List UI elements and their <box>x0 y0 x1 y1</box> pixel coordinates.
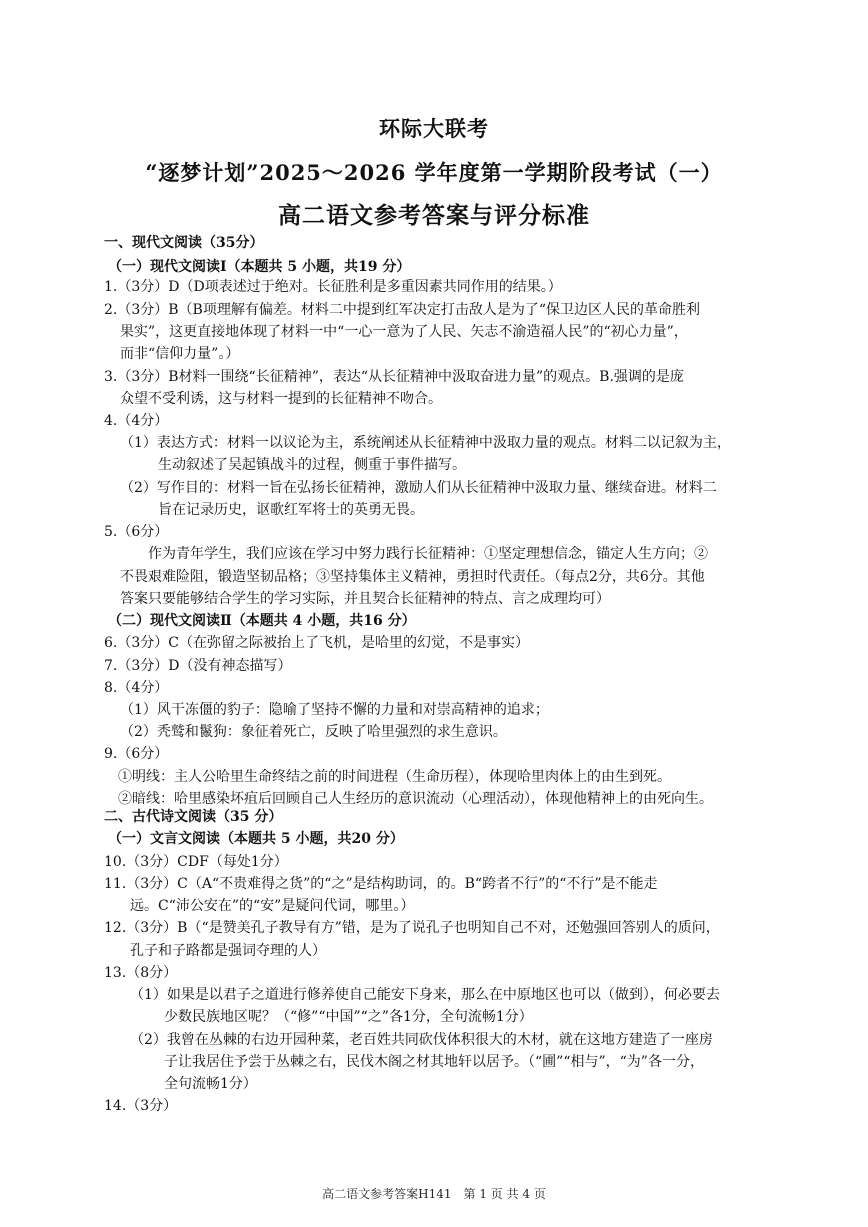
answer-line: 少数民族地区呢？（“修”“中国”“之”各1分，全句流畅1分） <box>164 1009 533 1025</box>
answer-line: 7.（3分）D（没有神态描写） <box>104 658 292 674</box>
subsection-heading: （一）现代文阅读Ⅰ（本题共 5 小题，共19 分） <box>108 259 411 275</box>
answer-line: 10.（3分）CDF（每处1分） <box>104 854 288 870</box>
answer-line: 8.（4分） <box>104 680 169 696</box>
answer-line: 生动叙述了吴起镇战斗的过程，侧重于事件描写。 <box>158 457 466 473</box>
answer-line: 13.（8分） <box>104 965 178 981</box>
answer-line: 众望不受利诱，这与材料一提到的长征精神不吻合。 <box>120 391 442 407</box>
document-title: 高二语文参考答案与评分标准 <box>278 202 590 229</box>
answer-line: 11.（3分）C（A“不贵难得之货”的“之”是结构助词，的。B“跨者不行”的“不行”是不能走 <box>104 876 658 892</box>
answer-line: （1）风干冻僵的豹子：隐喻了坚持不懈的力量和对崇高精神的追求； <box>120 702 549 718</box>
answer-line: ①明线：主人公哈里生命终结之前的时间进程（生命历程），体现哈里肉体上的由生到死。 <box>118 769 671 785</box>
exam-title: “逐梦计划”2025～2026 学年度第一学期阶段考试（一） <box>145 160 723 185</box>
answer-line: 1.（3分）D（D项表述过于绝对。长征胜利是多重因素共同作用的结果。） <box>104 279 562 295</box>
answer-line: 果实”，这更直接地体现了材料一中“一心一意为了人民、矢志不渝造福人民”的“初心力量”， <box>120 324 688 340</box>
answer-line: 旨在记录历史，讴歌红军将士的英勇无畏。 <box>158 502 424 518</box>
answer-line: 孔子和子路都是强词夺理的人） <box>130 943 326 959</box>
answer-line: （1）如果是以君子之道进行修养使自己能安下身来，那么在中原地区也可以（做到），何必要去 <box>130 987 720 1003</box>
answer-line: 9.（6分） <box>104 746 169 762</box>
answer-line: 2.（3分）B（B项理解有偏差。材料二中提到红军决定打击敌人是为了“保卫边区人民的革命胜利 <box>104 302 700 318</box>
answer-line: （2）秃鹫和鬣狗：象征着死亡，反映了哈里强烈的求生意识。 <box>120 724 507 740</box>
section-heading: 二、古代诗文阅读（35 分） <box>104 809 283 825</box>
answer-line: 远。C“沛公安在”的“安”是疑问代词，哪里。） <box>130 898 415 914</box>
answer-line: 5.（6分） <box>104 524 169 540</box>
answer-line: 14.（3分） <box>104 1098 178 1114</box>
section-heading: 一、现代文阅读（35分） <box>104 235 264 251</box>
answer-line: 作为青年学生，我们应该在学习中努力践行长征精神：①坚定理想信念，锚定人生方向；② <box>148 546 708 562</box>
answer-line: （2）我曾在丛棘的右边开园种菜，老百姓共同砍伐体积很大的木材，就在这地方建造了一座房 <box>130 1032 713 1048</box>
answer-line: 子让我居住予尝于丛棘之右，民伐木阁之材其地轩以居予。（“圃”“相与”，“为”各一分， <box>164 1054 704 1070</box>
answer-line: 4.（4分） <box>104 413 169 429</box>
answer-line: 答案只要能够结合学生的学习实际，并且契合长征精神的特点、言之成理均可） <box>120 591 610 607</box>
subsection-heading: （二）现代文阅读Ⅱ（本题共 4 小题，共16 分） <box>108 613 416 629</box>
answer-line: （1）表达方式：材料一以议论为主，系统阐述从长征精神中汲取力量的观点。材料二以记叙为主， <box>120 435 731 451</box>
answer-line: （2）写作目的：材料一旨在弘扬长征精神，激励人们从长征精神中汲取力量、继续奋进。材料二 <box>120 480 717 496</box>
answer-line: 3.（3分）B材料一围绕“长征精神”，表达“从长征精神中汲取奋进力量”的观点。B.强调的是庞 <box>104 369 684 385</box>
answer-line: 全句流畅1分） <box>164 1076 257 1092</box>
answer-line: 不畏艰难险阻，锻造坚韧品格；③坚持集体主义精神，勇担时代责任。（每点2分，共6分。其他 <box>120 569 705 585</box>
exam-org-title: 环际大联考 <box>379 116 489 141</box>
subsection-heading: （一）文言文阅读（本题共 5 小题，共20 分） <box>108 831 404 847</box>
answer-line: 12.（3分）B（“是赞美孔子教导有方”错，是为了说孔子也明知自己不对，还勉强回答别人的质问， <box>104 920 720 936</box>
answer-line: 6.（3分）C（在弥留之际被抬上了飞机，是哈里的幻觉，不是事实） <box>104 635 529 651</box>
page-footer: 高二语文参考答案H141 第 1 页 共 4 页 <box>322 1187 546 1201</box>
answer-line: ②暗线：哈里感染坏疽后回顾自己人生经历的意识流动（心理活动），体现他精神上的由死向生。 <box>118 791 713 807</box>
answer-line: 而非“信仰力量”。） <box>120 346 240 362</box>
